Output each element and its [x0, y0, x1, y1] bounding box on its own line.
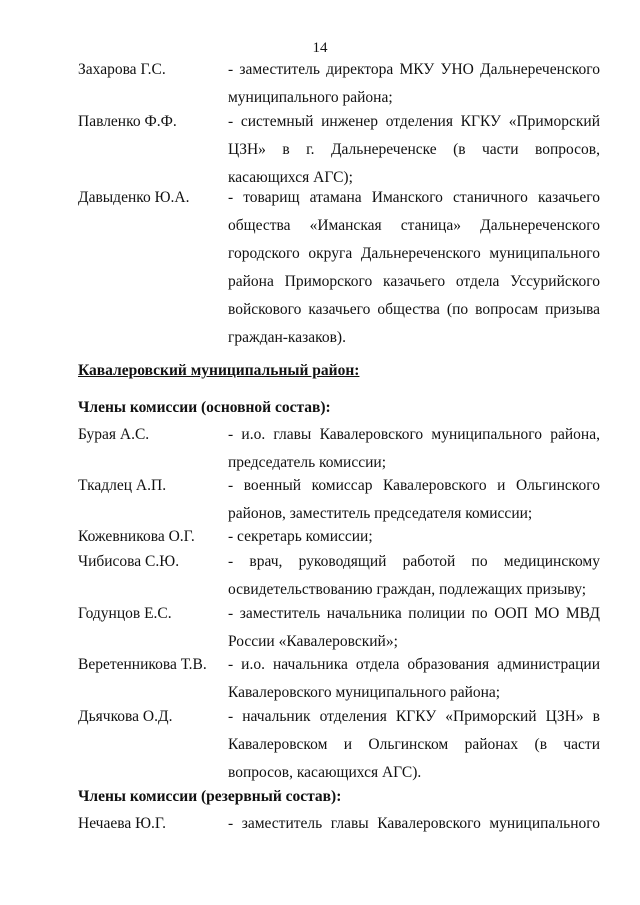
member-role [228, 651, 600, 707]
role-line: ЦЗН» в г. Дальнереченске (в части вопросов, [228, 141, 600, 158]
role-line: России «Кавалеровский»; [228, 633, 398, 650]
role-line: - начальник отделения КГКУ «Приморский ЦЗН» в [228, 708, 600, 725]
role-line: муниципального района; [228, 89, 393, 106]
role-line: граждан-казаков). [228, 329, 346, 346]
role-line: председатель комиссии; [228, 454, 387, 471]
role-line: вопросов, касающихся АГС). [228, 764, 422, 781]
role-line: - врач, руководящий работой по медицинскому [228, 553, 600, 570]
member-name: Кожевникова О.Г. [78, 528, 195, 545]
member-name: Павленко Ф.Ф. [78, 113, 177, 130]
role-line: - заместитель главы Кавалеровского муниципального [228, 815, 600, 832]
member-name: Давыденко Ю.А. [78, 189, 190, 206]
role-line: Кавалеровском и Ольгинском районах (в части [228, 736, 600, 753]
role-line: районов, заместитель председателя комиссии; [228, 505, 533, 522]
role-line: - и.о. начальника отдела образования администрации [228, 656, 600, 673]
member-role [228, 548, 600, 604]
role-line: общества «Иманская станица» Дальнереченского [228, 217, 600, 234]
member-role [228, 184, 600, 352]
role-line: городского округа Дальнереченского муниципального [228, 245, 600, 262]
member-role [228, 600, 600, 656]
role-line: - товарищ атамана Иманского станичного казачьего [228, 189, 600, 206]
role-line: - и.о. главы Кавалеровского муниципального района, [228, 426, 600, 443]
member-role [228, 421, 600, 477]
member-name: Дьячкова О.Д. [78, 708, 173, 725]
role-line: Кавалеровского муниципального района; [228, 684, 501, 701]
member-role [228, 703, 600, 787]
member-name: Нечаева Ю.Г. [78, 815, 167, 832]
member-role [228, 472, 600, 528]
district-heading: Кавалеровский муниципальный район: [78, 362, 360, 379]
member-name: Бурая А.С. [78, 426, 150, 443]
member-role [228, 810, 600, 838]
role-line: войскового казачьего общества (по вопросам призыва [228, 301, 600, 318]
role-line: касающихся АГС); [228, 169, 353, 186]
member-name: Веретенникова Т.В. [78, 656, 207, 673]
role-line: - заместитель директора МКУ УНО Дальнереченского [228, 61, 600, 78]
role-line: - военный комиссар Кавалеровского и Ольгинского [228, 477, 600, 494]
role-line: - заместитель начальника полиции по ООП МО МВД [228, 605, 600, 622]
member-name: Годунцов Е.С. [78, 605, 172, 622]
page-number: 14 [312, 40, 328, 56]
role-line: освидетельствованию граждан, подлежащих призыву; [228, 581, 587, 598]
reserve-members-heading: Члены комиссии (резервный состав): [78, 788, 342, 805]
member-role [228, 56, 600, 112]
main-members-heading: Члены комиссии (основной состав): [78, 399, 331, 416]
role-line: - системный инженер отделения КГКУ «Приморский [228, 113, 600, 130]
member-role [228, 523, 600, 551]
member-name: Захарова Г.С. [78, 61, 166, 78]
member-name: Чибисова С.Ю. [78, 553, 180, 570]
member-role [228, 108, 600, 192]
role-line: - секретарь комиссии; [228, 528, 373, 545]
role-line: района Приморского казачьего отдела Уссурийского [228, 273, 600, 290]
member-name: Ткадлец А.П. [78, 477, 167, 494]
